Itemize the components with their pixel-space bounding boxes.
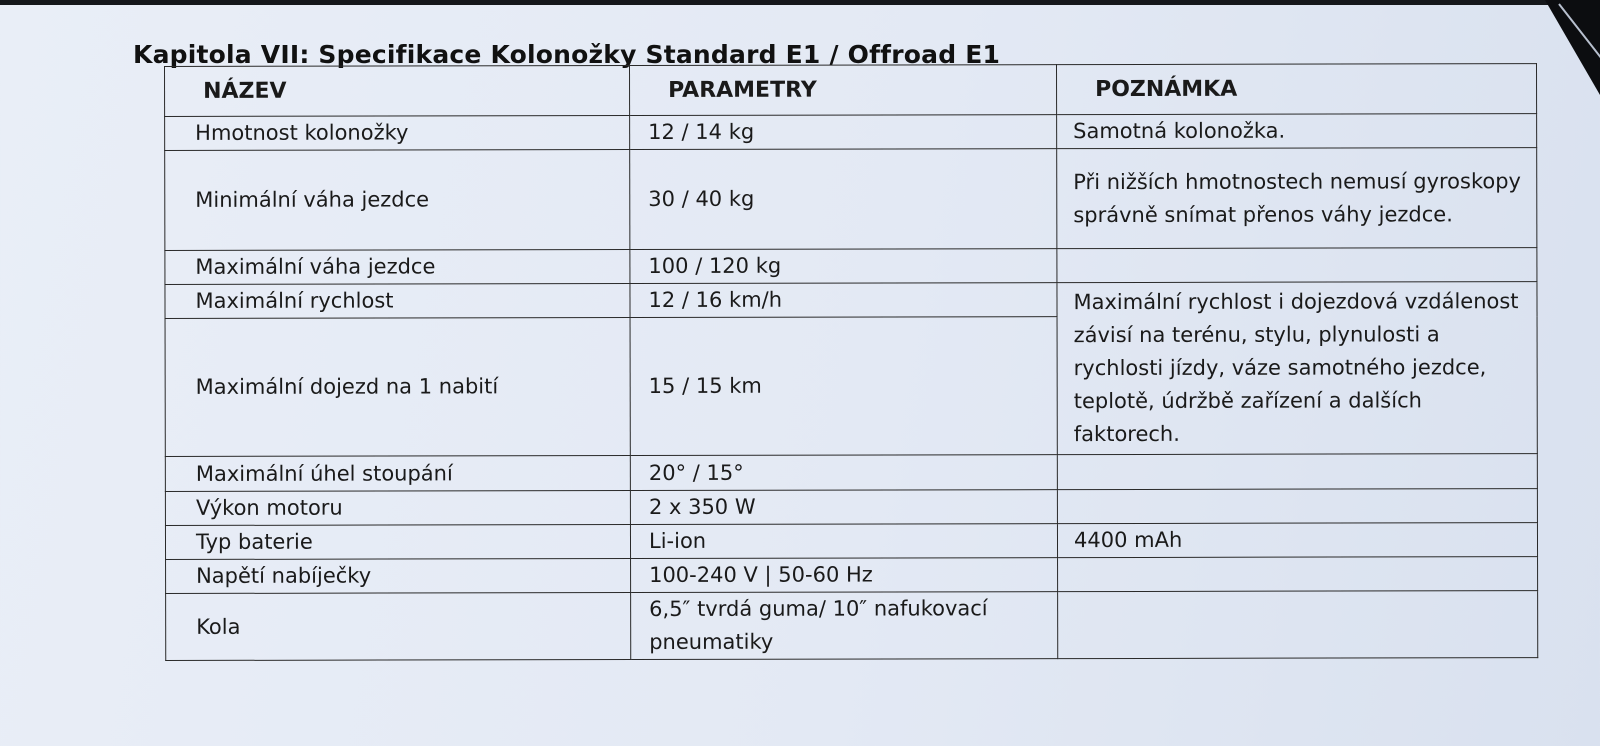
spec-table-container <box>164 63 1537 720</box>
row-name: Maximální dojezd na 1 nabití <box>165 318 630 457</box>
header-note: POZNÁMKA <box>1056 64 1536 115</box>
row-param: 6,5″ tvrdá guma/ 10″ nafukovací pneumatiky <box>631 592 1058 660</box>
row-param: 30 / 40 kg <box>630 149 1057 250</box>
row-param: 12 / 16 km/h <box>630 283 1057 318</box>
row-name: Výkon motoru <box>165 491 630 526</box>
table-row <box>165 114 1537 151</box>
page-title: Kapitola VII: Specifikace Kolonožky Standard E1 / Offroad E1 <box>133 40 1001 69</box>
table-row <box>166 591 1538 661</box>
row-param: 2 x 350 W <box>630 490 1057 525</box>
row-param: 100-240 V | 50-60 Hz <box>631 558 1058 593</box>
row-note <box>1057 454 1537 490</box>
row-note <box>1057 248 1537 283</box>
table-row <box>165 148 1537 251</box>
row-name: Maximální rychlost <box>165 284 630 319</box>
row-note <box>1058 557 1538 592</box>
row-name: Napětí nabíječky <box>166 559 631 594</box>
row-param: 20° / 15° <box>630 455 1057 491</box>
row-param: 15 / 15 km <box>630 317 1057 456</box>
row-note: 4400 mAh <box>1057 523 1537 558</box>
row-name: Kola <box>166 593 631 661</box>
row-name: Typ baterie <box>165 525 630 560</box>
table-row <box>165 489 1537 526</box>
row-name: Minimální váha jezdce <box>165 150 630 251</box>
row-param: Li-ion <box>630 524 1057 559</box>
row-name: Maximální úhel stoupání <box>165 456 630 492</box>
photo-top-edge <box>0 0 1600 5</box>
row-note <box>1057 489 1537 524</box>
table-header-row <box>165 64 1537 117</box>
table-row <box>165 454 1537 492</box>
header-parameters: PARAMETRY <box>630 65 1057 116</box>
row-note-merged: Maximální rychlost i dojezdová vzdálenost závisí na terénu, stylu, plynulosti a rychlosti jízdy, váze samotného jezdce, teplotě, údržbě zařízení a dalších faktorech. <box>1057 282 1537 455</box>
table-row <box>165 523 1537 560</box>
row-note <box>1058 591 1538 659</box>
row-param: 12 / 14 kg <box>630 115 1057 150</box>
spec-table <box>164 63 1538 661</box>
row-name: Hmotnost kolonožky <box>165 116 630 151</box>
table-row <box>165 248 1537 285</box>
row-name: Maximální váha jezdce <box>165 250 630 285</box>
table-row <box>165 282 1537 319</box>
row-note: Při nižších hmotnostech nemusí gyroskopy správně snímat přenos váhy jezdce. <box>1057 148 1537 249</box>
header-name: NÁZEV <box>165 66 630 117</box>
row-note: Samotná kolonožka. <box>1057 114 1537 149</box>
row-param: 100 / 120 kg <box>630 249 1057 284</box>
table-row <box>166 557 1538 594</box>
